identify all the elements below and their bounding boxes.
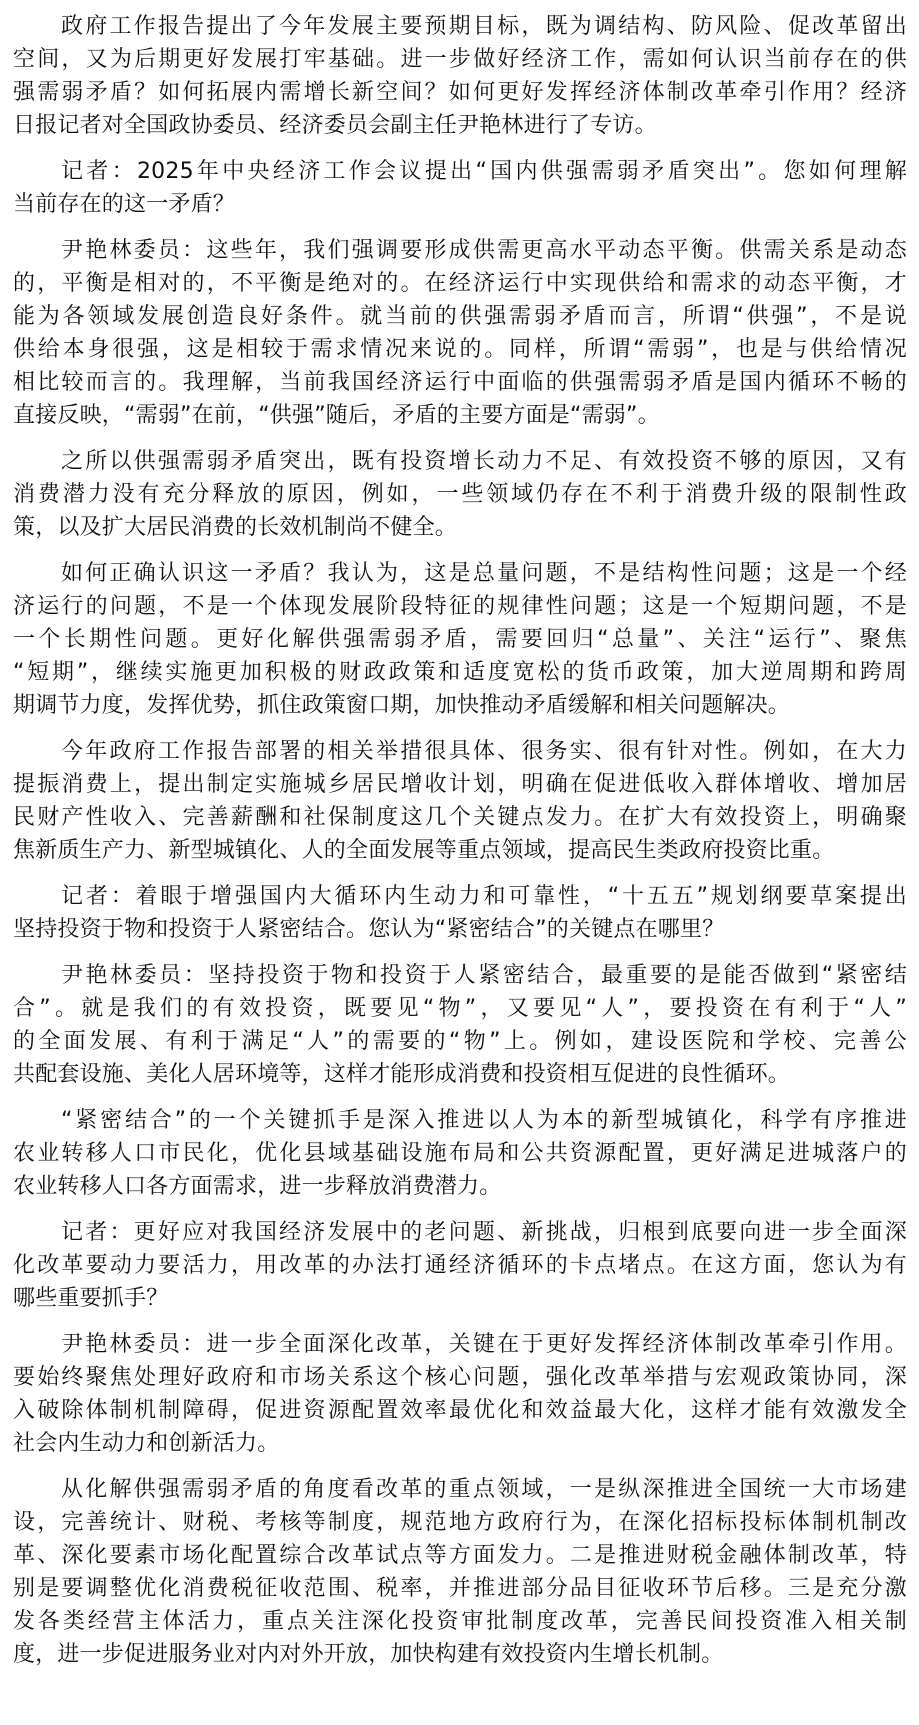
- text-line: 期调节力度，发挥优势，抓住政策窗口期，加快推动矛盾缓解和相关问题解决。: [13, 693, 791, 718]
- text-line: 从化解供强需弱矛盾的角度看改革的重点领域，一是纵深推进全国统一大市场建: [61, 1477, 907, 1502]
- text-line: 焦新质生产力、新型城镇化、人的全面发展等重点领域，提高民生类政府投资比重。: [13, 838, 835, 863]
- text-line: 消费潜力没有充分释放的原因，例如，一些领域仍存在不利于消费升级的限制性政: [13, 482, 907, 507]
- paragraph-intro: [13, 10, 907, 142]
- text-line: 发各类经营主体活力，重点关注深化投资审批制度改革，完善民间投资准入相关制: [13, 1609, 907, 1634]
- text-line: 供给本身很强，这是相较于需求情况来说的。同样，所谓“需弱”，也是与供给情况: [13, 337, 907, 362]
- text-line: 空间，又为后期更好发展打牢基础。进一步做好经济工作，需如何认识当前存在的供: [13, 47, 907, 72]
- text-line: 能为各领域发展创造良好条件。就当前的供强需弱矛盾而言，所谓“供强”，不是说: [13, 304, 907, 329]
- paragraph-answer-1: [13, 234, 907, 432]
- text-line: 尹艳林委员：进一步全面深化改革，关键在于更好发挥经济体制改革牵引作用。: [61, 1332, 907, 1357]
- text-line: 如何正确认识这一矛盾？我认为，这是总量问题，不是结构性问题；这是一个经: [61, 561, 907, 586]
- text-line: 日报记者对全国政协委员、经济委员会副主任尹艳林进行了专访。: [13, 113, 657, 138]
- paragraph-answer-1c: [13, 557, 907, 722]
- paragraph-answer-3b: [13, 1473, 907, 1671]
- text-line: 尹艳林委员：坚持投资于物和投资于人紧密结合，最重要的是能否做到“紧密结: [61, 963, 907, 988]
- paragraph-answer-1b: [13, 445, 907, 544]
- article-body: [13, 10, 907, 1684]
- text-line: 强需弱矛盾？如何拓展内需增长新空间？如何更好发挥经济体制改革牵引作用？经济: [13, 80, 907, 105]
- text-line: 当前存在的这一矛盾？: [13, 192, 236, 217]
- paragraph-question-2: [13, 880, 907, 946]
- text-line: 革、深化要素市场化配置综合改革试点等方面发力。二是推进财税金融体制改革，特: [13, 1543, 907, 1568]
- text-line: 今年政府工作报告部署的相关举措很具体、很务实、很有针对性。例如，在大力: [61, 739, 907, 764]
- text-line: 化改革要动力要活力，用改革的办法打通经济循环的卡点堵点。在这方面，您认为有: [13, 1253, 907, 1278]
- text-line: 合”。就是我们的有效投资，既要见“物”，又要见“人”，要投资在有利于“人”: [13, 996, 907, 1021]
- text-line: 的全面发展、有利于满足“人”的需要的“物”上。例如，建设医院和学校、完善公: [13, 1029, 907, 1054]
- text-line: “紧密结合”的一个关键抓手是深入推进以人为本的新型城镇化，科学有序推进: [61, 1108, 907, 1133]
- text-line: 民财产性收入、完善薪酬和社保制度这几个关键点发力。在扩大有效投资上，明确聚: [13, 805, 907, 830]
- text-line: “短期”，继续实施更加积极的财政政策和适度宽松的货币政策，加大逆周期和跨周: [13, 660, 907, 685]
- paragraph-question-3: [13, 1216, 907, 1315]
- text-line: 度，进一步促进服务业对内对外开放，加快构建有效投资内生增长机制。: [13, 1642, 724, 1667]
- text-line: 济运行的问题，不是一个体现发展阶段特征的规律性问题；这是一个短期问题，不是: [13, 594, 907, 619]
- text-line: 设，完善统计、财税、考核等制度，规范地方政府行为，在深化招标投标体制机制改: [13, 1510, 907, 1535]
- text-line: 哪些重要抓手？: [13, 1286, 169, 1311]
- paragraph-answer-3: [13, 1328, 907, 1460]
- text-line: 农业转移人口各方面需求，进一步释放消费潜力。: [13, 1174, 502, 1199]
- text-line: 入破除体制机制障碍，促进资源配置效率最优化和效益最大化，这样才能有效激发全: [13, 1398, 907, 1423]
- text-line: 坚持投资于物和投资于人紧密结合。您认为“紧密结合”的关键点在哪里？: [13, 917, 725, 942]
- paragraph-answer-2b: [13, 1104, 907, 1203]
- text-line: 记者：2025年中央经济工作会议提出“国内供强需弱矛盾突出”。您如何理解: [61, 159, 907, 184]
- text-line: 一个长期性问题。更好化解供强需弱矛盾，需要回归“总量”、关注“运行”、聚焦: [13, 627, 907, 652]
- text-line: 别是要调整优化消费税征收范围、税率，并推进部分品目征收环节后移。三是充分激: [13, 1576, 907, 1601]
- paragraph-question-1: [13, 155, 907, 221]
- text-line: 共配套设施、美化人居环境等，这样才能形成消费和投资相互促进的良性循环。: [13, 1062, 791, 1087]
- text-line: 社会内生动力和创新活力。: [13, 1431, 280, 1456]
- text-line: 的，平衡是相对的，不平衡是绝对的。在经济运行中实现供给和需求的动态平衡，才: [13, 271, 907, 296]
- text-line: 相比较而言的。我理解，当前我国经济运行中面临的供强需弱矛盾是国内循环不畅的: [13, 370, 907, 395]
- text-line: 记者：着眼于增强国内大循环内生动力和可靠性，“十五五”规划纲要草案提出: [61, 884, 907, 909]
- paragraph-answer-2: [13, 959, 907, 1091]
- text-line: 策，以及扩大居民消费的长效机制尚不健全。: [13, 515, 458, 540]
- text-line: 尹艳林委员：这些年，我们强调要形成供需更高水平动态平衡。供需关系是动态: [61, 238, 907, 263]
- text-line: 要始终聚焦处理好政府和市场关系这个核心问题，强化改革举措与宏观政策协同，深: [13, 1365, 907, 1390]
- text-line: 记者：更好应对我国经济发展中的老问题、新挑战，归根到底要向进一步全面深: [61, 1220, 907, 1245]
- text-line: 政府工作报告提出了今年发展主要预期目标，既为调结构、防风险、促改革留出: [61, 14, 907, 39]
- text-line: 直接反映，“需弱”在前，“供强”随后，矛盾的主要方面是“需弱”。: [13, 403, 660, 428]
- text-line: 农业转移人口市民化，优化县域基础设施布局和公共资源配置，更好满足进城落户的: [13, 1141, 907, 1166]
- text-line: 提振消费上，提出制定实施城乡居民增收计划，明确在促进低收入群体增收、增加居: [13, 772, 907, 797]
- paragraph-answer-1d: [13, 735, 907, 867]
- text-line: 之所以供强需弱矛盾突出，既有投资增长动力不足、有效投资不够的原因，又有: [61, 449, 907, 474]
